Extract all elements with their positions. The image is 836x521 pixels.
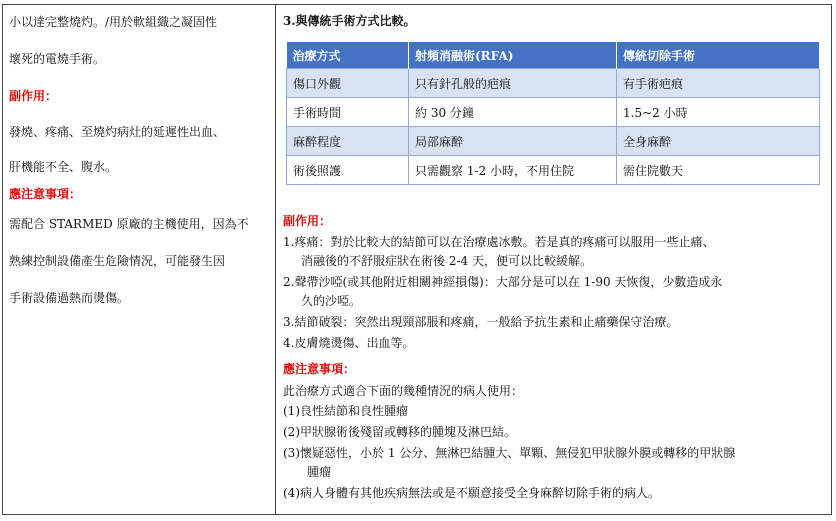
left-line-9: 手術設備過熱而燙傷。 xyxy=(9,291,130,305)
side-effect-item: 4.皮膚燒燙傷、出血等。 xyxy=(283,336,415,350)
side-effect-item: 2.聲帶沙啞(或其他附近相關神經損傷)：大部分是可以在 1-90 天恢復，少數造成永 xyxy=(283,275,723,289)
table-cell: 麻醉程度 xyxy=(287,127,409,156)
table-cell: 局部麻醉 xyxy=(409,127,617,156)
condition-item: (1)良性結節和良性腫瘤 xyxy=(283,404,408,418)
table-cell: 手術時間 xyxy=(287,98,409,127)
left-side-effects-heading: 副作用： xyxy=(9,89,58,103)
table-cell: 需住院數天 xyxy=(617,156,820,185)
left-precautions-heading: 應注意事項： xyxy=(9,187,82,201)
condition-item: (2)甲狀腺術後殘留或轉移的腫塊及淋巴結。 xyxy=(283,425,516,439)
table-row xyxy=(287,98,820,127)
table-row xyxy=(287,69,820,98)
table-header-cell: 傳統切除手術 xyxy=(617,42,820,69)
table-row xyxy=(287,127,820,156)
side-effect-item-cont: 消融後的不舒服症狀在術後 2-4 天，便可以比較緩解。 xyxy=(301,254,592,268)
column-divider xyxy=(275,4,276,515)
table-header-row xyxy=(287,42,820,69)
table-cell: 有手術疤痕 xyxy=(617,69,820,98)
side-effect-item: 1.疼痛：對於比較大的結節可以在治療處冰敷。若是真的疼痛可以服用一些止痛、 xyxy=(283,235,715,249)
side-effects-heading: 副作用： xyxy=(283,214,332,228)
table-header-cell: 射頻消融術(RFA) xyxy=(409,42,617,69)
table-cell: 約 30 分鐘 xyxy=(409,98,617,127)
left-line-1: 小以達完整燒灼。/用於軟組織之凝固性 xyxy=(9,15,218,29)
left-line-7: 需配合 STARMED 原廠的主機使用，因為不 xyxy=(9,217,249,231)
table-row xyxy=(287,156,820,185)
table-cell: 只需觀察 1-2 小時，不用住院 xyxy=(409,156,617,185)
left-line-4: 發燒、疼痛、至燒灼病灶的延遲性出血、 xyxy=(9,125,226,139)
table-cell: 全身麻醉 xyxy=(617,127,820,156)
precautions-heading: 應注意事項： xyxy=(283,362,356,376)
condition-item: (3)懷疑惡性，小於 1 公分、無淋巴結腫大、單顆、無侵犯甲狀腺外膜或轉移的甲狀腺 xyxy=(283,446,736,460)
comparison-title: 3.與傳統手術方式比較。 xyxy=(283,14,416,28)
condition-item: (4)病人身體有其他疾病無法或是不願意接受全身麻醉切除手術的病人。 xyxy=(283,486,661,500)
condition-item-cont: 腫瘤 xyxy=(307,465,332,479)
precautions-intro: 此治療方式適合下面的幾種情況的病人使用： xyxy=(283,384,524,398)
side-effect-item: 3.結節破裂：突然出現頸部脹和疼痛，一般給予抗生素和止痛藥保守治療。 xyxy=(283,315,679,329)
table-header-cell: 治療方式 xyxy=(287,42,409,69)
table-cell: 只有針孔般的疤痕 xyxy=(409,69,617,98)
side-effect-item-cont: 久的沙啞。 xyxy=(301,294,362,308)
left-line-8: 熟練控制設備產生危險情況，可能發生因 xyxy=(9,254,226,268)
table-cell: 傷口外觀 xyxy=(287,69,409,98)
comparison-table xyxy=(286,42,820,185)
table-cell: 術後照護 xyxy=(287,156,409,185)
left-line-5: 肝機能不全、腹水。 xyxy=(9,160,118,174)
left-line-2: 壞死的電燒手術。 xyxy=(9,52,106,66)
table-cell: 1.5~2 小時 xyxy=(617,98,820,127)
